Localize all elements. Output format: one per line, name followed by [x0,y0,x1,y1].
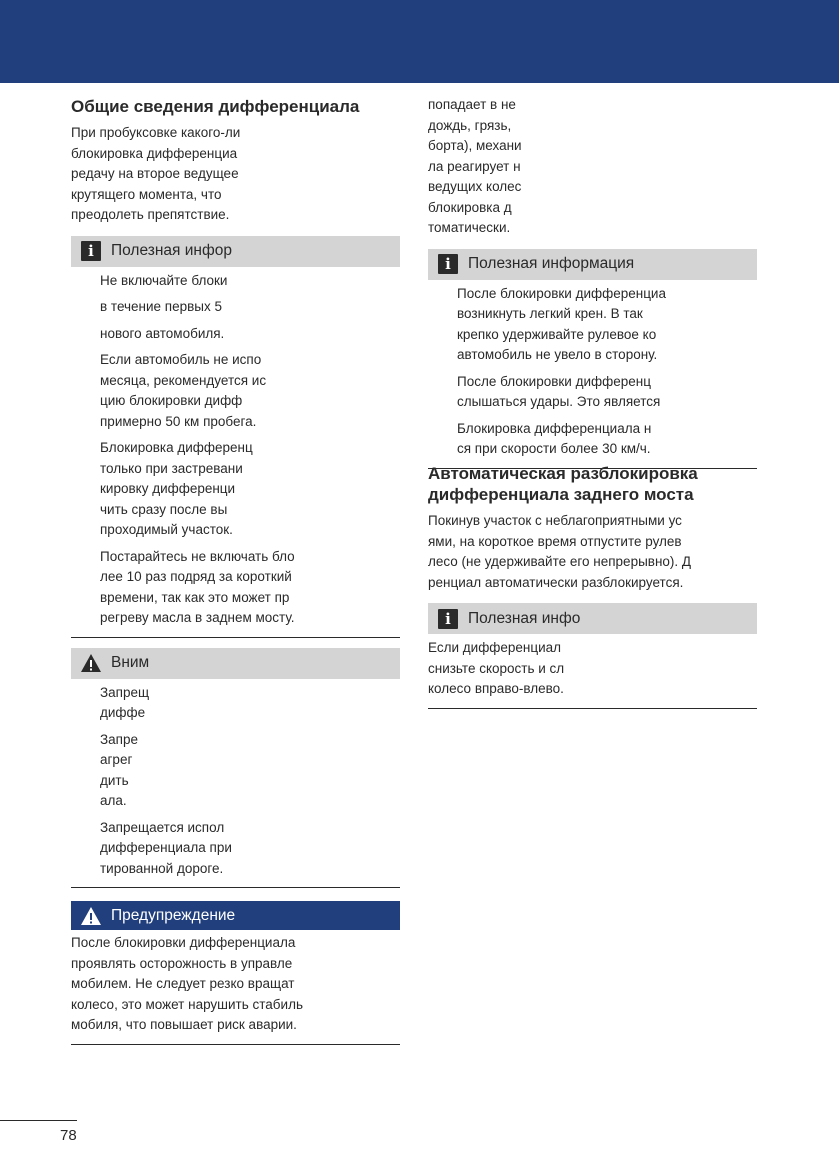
note-item [100,730,400,812]
page-number: 78 [60,1127,77,1144]
line: времени, так как это может пр [100,589,290,605]
left-column [71,96,400,1045]
note-item [100,350,400,432]
info-note [71,236,400,638]
line: лее 10 раз подряд за короткий [100,569,292,584]
info-icon: i [438,609,458,629]
section-title: Общие сведения дифференциала [71,97,360,116]
line: томатически. [428,220,511,235]
line: После блокировки дифференциа [457,285,666,301]
note-item [100,547,400,629]
info-icon: i [81,241,101,261]
line: После блокировки дифференц [457,373,651,389]
line: дождь, грязь, [428,117,512,133]
line: агрег [100,752,133,767]
line: ала. [100,793,127,808]
line: преодолеть препятствие. [71,207,230,222]
right-column [428,95,757,469]
line: После блокировки дифференциала [71,935,296,950]
line: крепко удерживайте рулевое ко [457,326,657,342]
line: Запре [100,731,138,747]
line: Покинув участок с неблагоприятными ус [428,513,682,528]
continuation-paragraph [428,95,757,239]
line: чить сразу после вы [100,501,228,517]
line: слышаться удары. Это является [457,394,661,409]
line: месяца, рекомендуется ис [100,372,267,388]
info-note [428,249,757,469]
line: ведущих колес [428,179,522,194]
line: возникнуть легкий крен. В так [457,306,643,321]
line: лесо (не удерживайте его непрерывно). Д [428,554,692,569]
line: мобиля, что повышает риск аварии. [71,1017,297,1032]
line: снизьте скорость и сл [428,660,565,676]
line: ся при скорости более 30 км/ч. [457,441,651,456]
line: При пробуксовке какого-ли [71,125,241,140]
line: колесо вправо-влево. [428,681,564,696]
line: дить [100,772,129,788]
line: Запрещается испол [100,819,225,835]
note-item [457,372,757,413]
line: только при застревани [100,460,243,476]
right-column-lower [428,459,757,709]
note-item [100,683,400,724]
line: Постарайтесь не включать бло [100,548,295,564]
footer-rule [0,1120,77,1121]
line: редачу на второе ведущее [71,166,239,181]
line: ренциал автоматически разблокируется. [428,574,684,590]
note-item [100,438,400,541]
line: Если автомобиль не испо [100,352,262,367]
line: Не включайте блоки [100,272,228,288]
line: кировку дифференци [100,481,236,496]
line: цию блокировки дифф [100,393,243,408]
info-note-header [428,249,757,280]
line: Блокировка дифференц [100,440,253,455]
note-item [457,284,757,366]
line: тированной дороге. [100,860,224,876]
warning-triangle-icon [80,653,102,673]
warning-note [71,901,400,1045]
note-item [457,419,757,460]
line: блокировка д [428,199,512,215]
caution-note-header [71,648,400,679]
line: мобилем. Не следует резко вращат [71,976,295,991]
line: Если дифференциал [428,640,562,655]
line: регреву масла в заднем мосту. [100,610,295,625]
info-note-header [71,236,400,267]
line: крутящего момента, что [71,186,222,202]
info-note-title: Полезная инфо [468,609,581,627]
info-note-header [428,603,757,634]
caution-note-title: Вним [111,654,150,671]
line: ями, на короткое время отпустите рулев [428,533,682,549]
warning-triangle-icon [80,906,102,926]
warning-note-header [71,901,400,930]
line: борта), механи [428,138,522,153]
line: проявлять осторожность в управле [71,955,293,971]
line: блокировка дифференциа [71,145,238,161]
warning-note-title: Предупреждение [111,906,236,924]
line: колесо, это может нарушить стабиль [71,996,303,1012]
info-note-body [71,267,400,629]
info-note [428,603,757,709]
header-bar [0,0,839,83]
line: в течение первых 5 [100,299,223,314]
line: Блокировка дифференциала н [457,420,652,436]
line: проходимый участок. [100,522,233,537]
line: ла реагирует н [428,158,521,174]
line: нового автомобиля. [100,325,225,341]
caution-note [71,648,400,889]
section-paragraph [71,123,400,226]
line: диффе [100,705,146,720]
note-item [100,818,400,880]
line: Запрещ [100,684,150,700]
line: дифференциала при [100,840,232,855]
note-item [100,271,400,345]
info-note-body [428,634,757,700]
caution-note-body [71,679,400,880]
info-note-title: Полезная инфор [111,242,232,259]
info-note-title: Полезная информация [468,255,635,272]
info-note-body [428,280,757,460]
line: автомобиль не увело в сторону. [457,347,658,362]
info-icon: i [438,254,458,274]
line: попадает в не [428,97,516,112]
warning-note-body [71,930,400,1036]
section-title: Автоматическая разблокировка дифференциала заднего моста [428,464,698,504]
line: примерно 50 км пробега. [100,413,257,429]
section-paragraph [428,511,757,593]
